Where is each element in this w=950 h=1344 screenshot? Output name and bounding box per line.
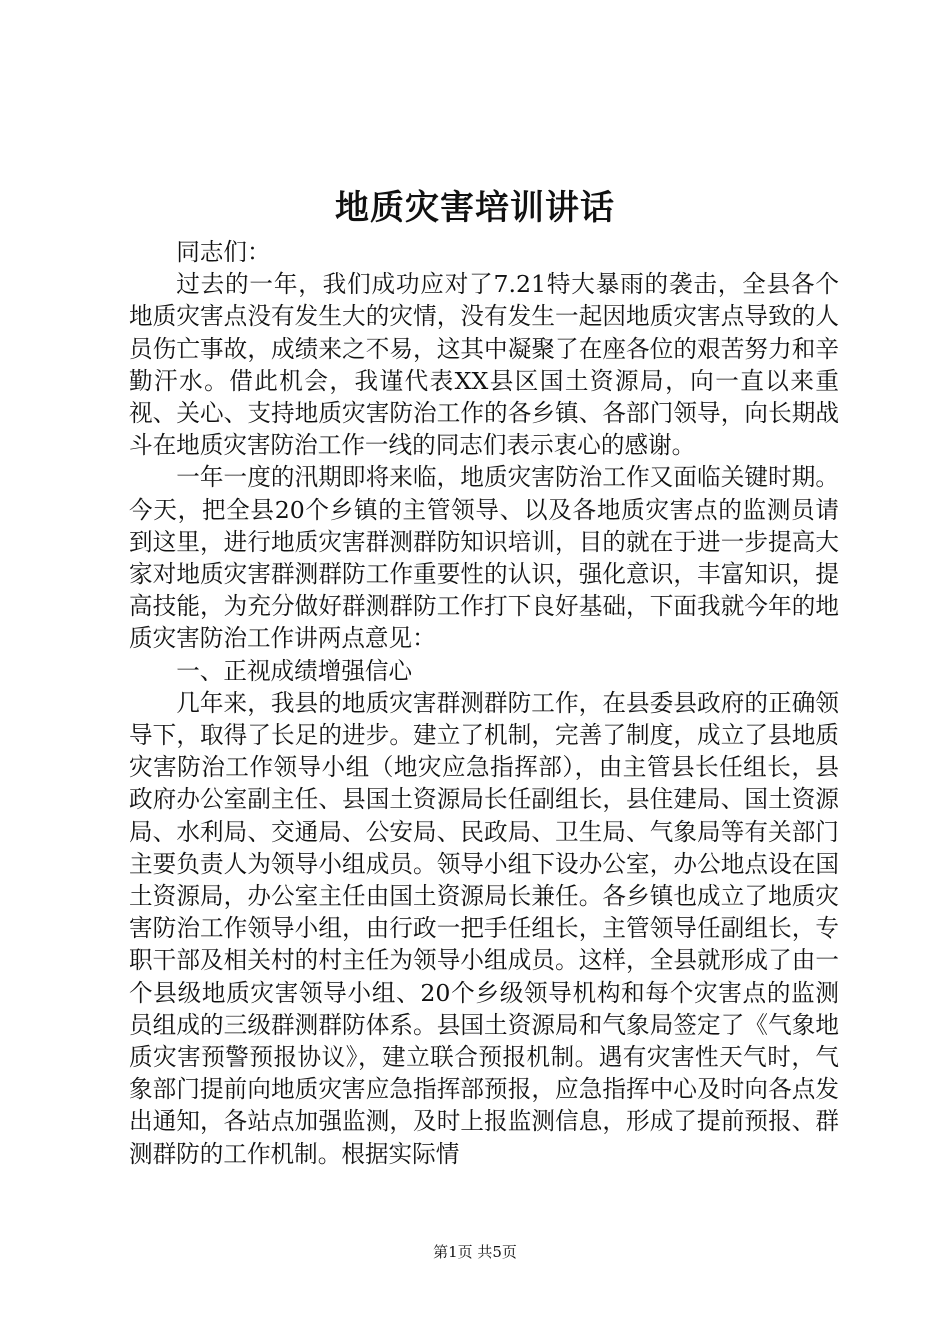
body-paragraph: 几年来，我县的地质灾害群测群防工作，在县委县政府的正确领导下，取得了长足的进步。建立了机制，完善了制度，成立了县地质灾害防治工作领导小组（地灾应急指挥部），由主管县长任组长，县政府办公室副主任、县国土资源局长任副组长，县住建局、国土资源局、水利局、交通局、公安局、民政局、卫生局、气象局等有关部门主要负责人为领导小组成员。领导小组下设办公室，办公地点设在国土资源局，办公室主任由国土资源局长兼任。各乡镇也成立了地质灾害防治工作领导小组，由行政一把手任组长，主管领导任副组长，专职干部及相关村的村主任为领导小组成员。这样，全县就形成了由一个县级地质灾害领导小组、20个乡级领导机构和每个灾害点的监测员组成的三级群测群防体系。县国土资源局和气象局签定了《气象地质灾害预警预报协议》，建立联合预报机制。遇有灾害性天气时，气象部门提前向地质灾害应急指挥部预报，应急指挥中心及时向各点发出通知，各站点加强监测，及时上报监测信息，形成了提前预报、群测群防的工作机制。根据实际情 — [129, 688, 839, 1168]
body-paragraph: 一年一度的汛期即将来临，地质灾害防治工作又面临关键时期。今天，把全县20个乡镇的主管领导、以及各地质灾害点的监测员请到这里，进行地质灾害群测群防知识培训，目的就在于进一步提高大家对地质灾害群测群防工作重要性的认识，强化意识，丰富知识，提高技能，为充分做好群测群防工作打下良好基础，下面我就今年的地质灾害防治工作讲两点意见： — [129, 463, 839, 653]
document-body — [129, 236, 839, 1170]
document-title: 地质灾害培训讲话 — [335, 188, 615, 228]
section-heading: 一、正视成绩增强信心 — [176, 656, 413, 685]
salutation-paragraph: 同志们： — [176, 238, 271, 266]
page-footer: 第1页 共5页 — [433, 1243, 517, 1261]
body-paragraph: 过去的一年，我们成功应对了7.21特大暴雨的袭击，全县各个地质灾害点没有发生大的灾情，没有发生一起因地质灾害点导致的人员伤亡事故，成绩来之不易，这其中凝聚了在座各位的艰苦努力和辛勤汗水。借此机会，我谨代表XX县区国土资源局，向一直以来重视、关心、支持地质灾害防治工作的各乡镇、各部门领导，向长期战斗在地质灾害防治工作一线的同志们表示衷心的感谢。 — [129, 270, 839, 460]
